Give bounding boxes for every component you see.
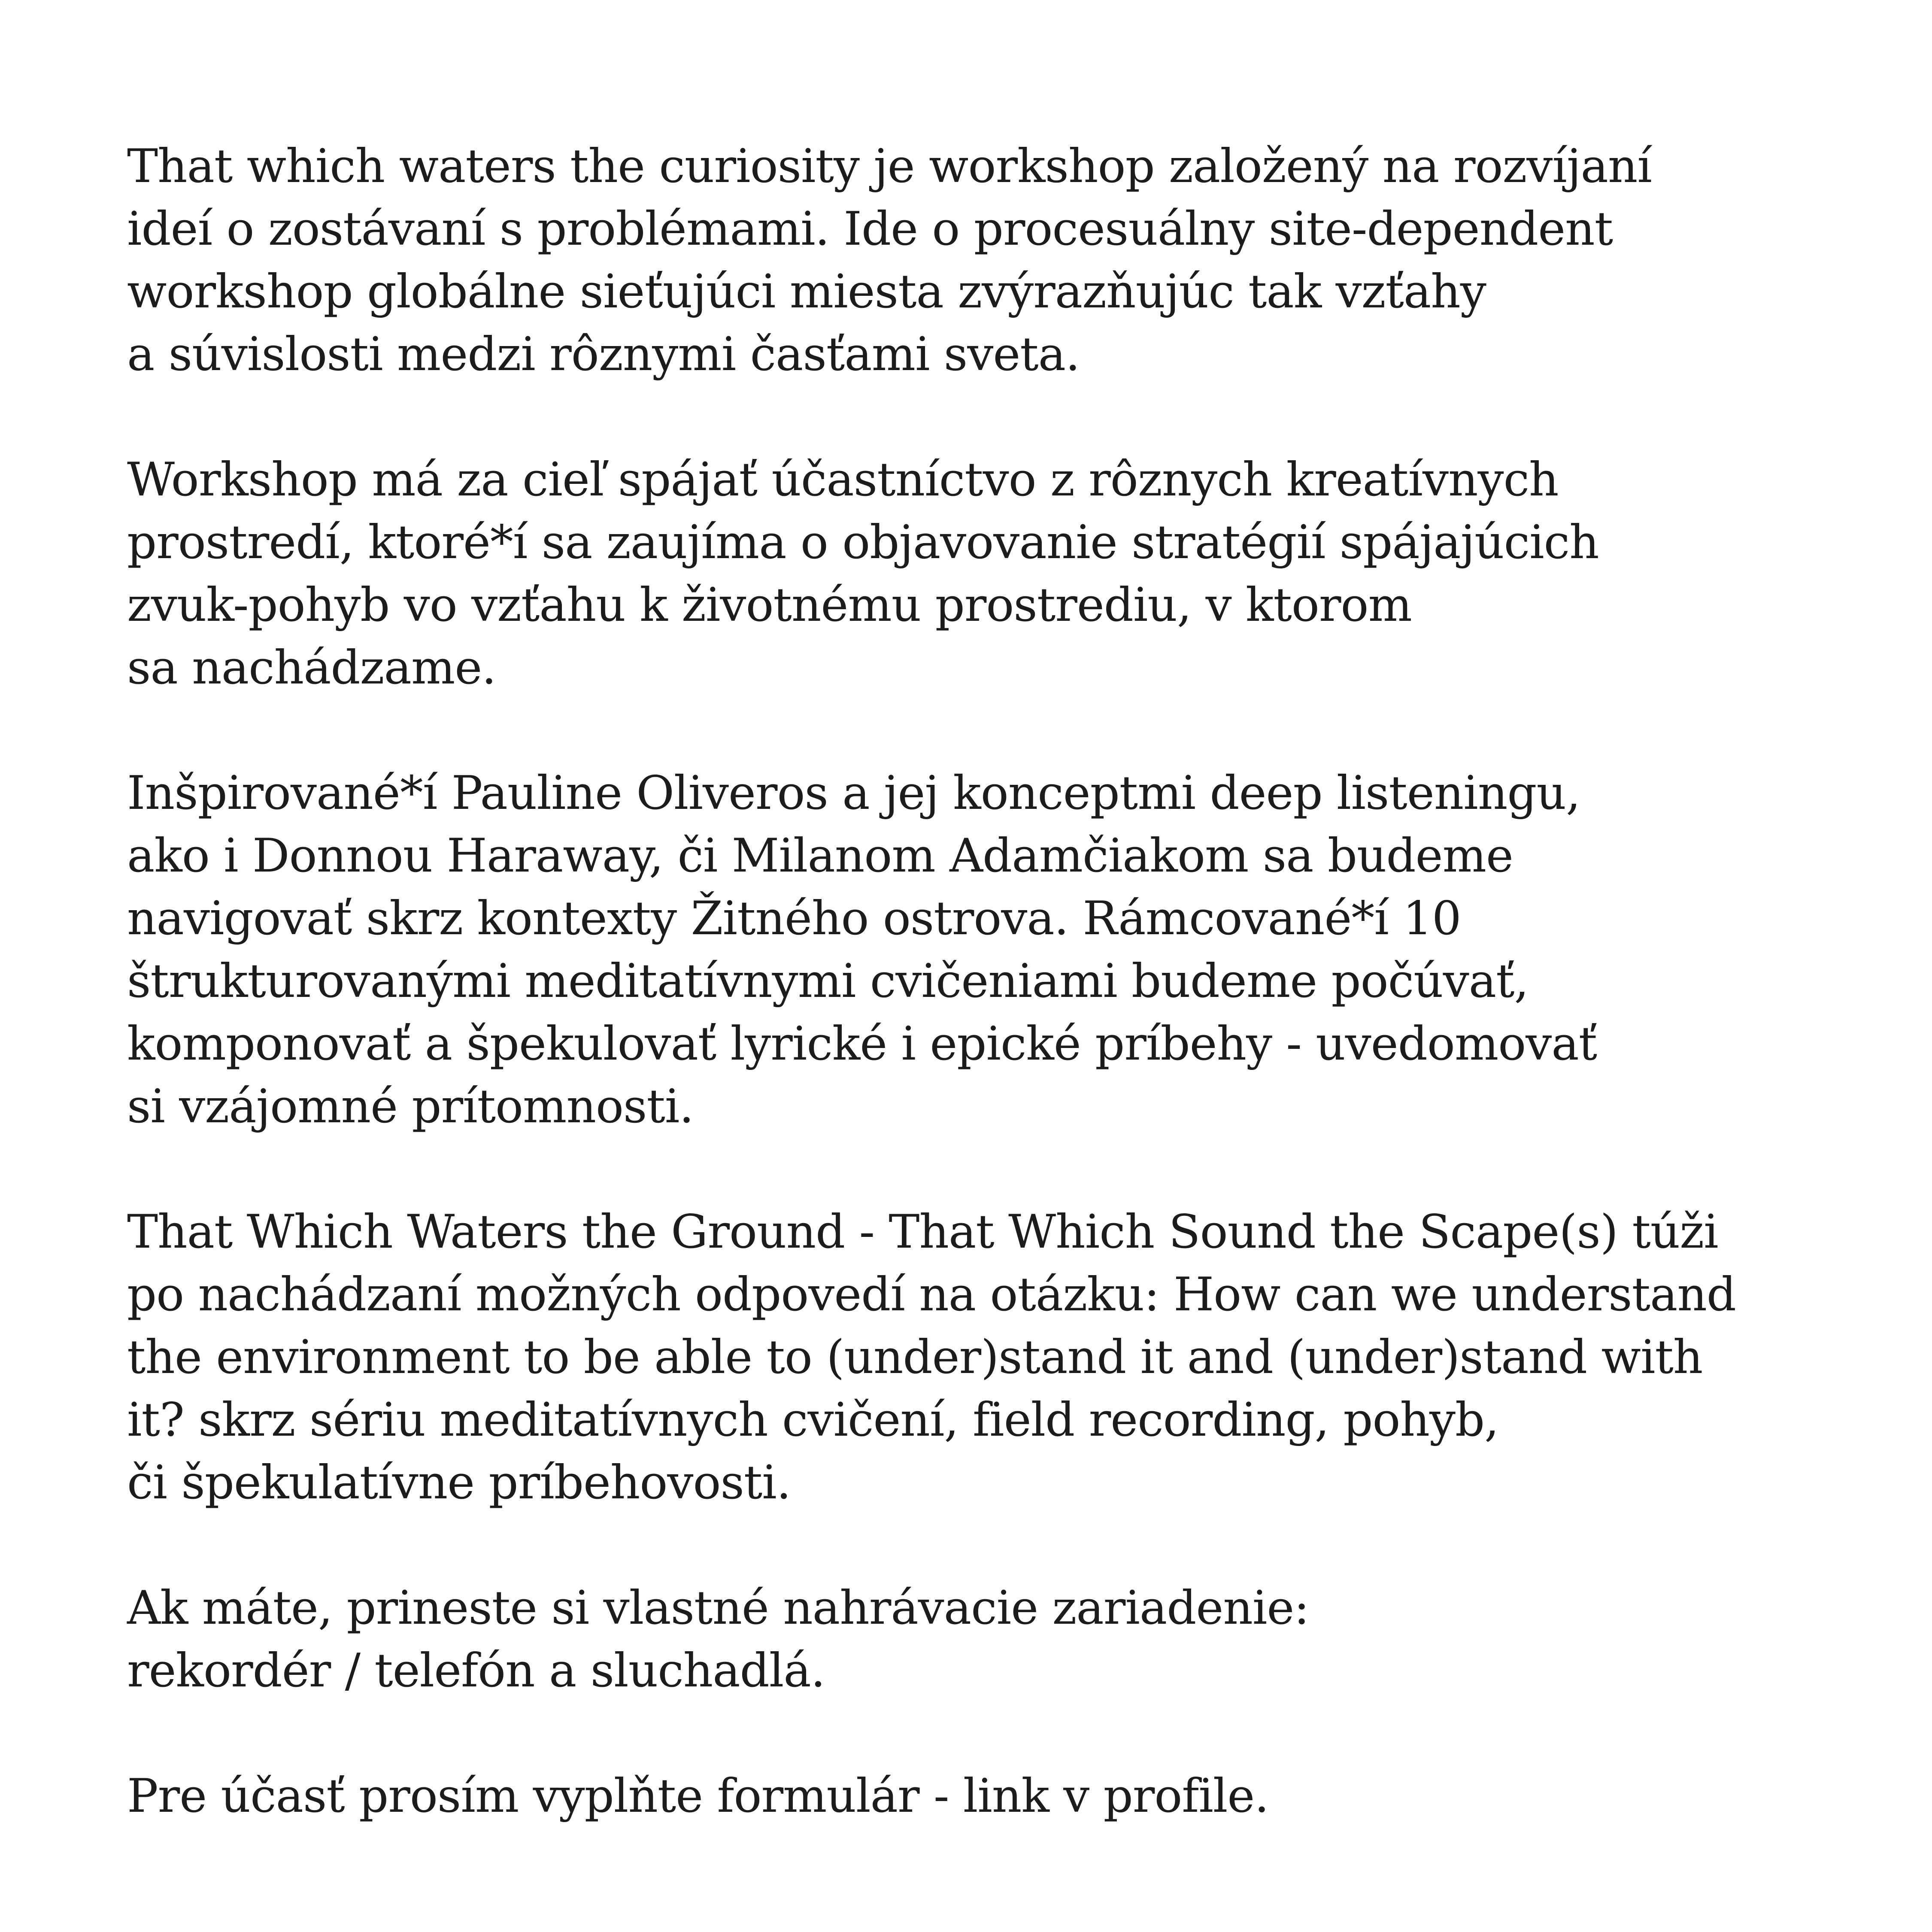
text-line: a súvislosti medzi rôznymi časťami sveta. bbox=[127, 328, 1080, 381]
text-line: the environment to be able to (under)stand it and (under)stand with bbox=[127, 1331, 1703, 1384]
text-line: it? skrz sériu meditatívnych cvičení, field recording, pohyb, bbox=[127, 1393, 1499, 1447]
text-line: Pre účasť prosím vyplňte formulár - link v profile. bbox=[127, 1769, 1269, 1823]
text-line: zvuk-pohyb vo vzťahu k životnému prostrediu, v ktorom bbox=[127, 578, 1412, 632]
text-line: That which waters the curiosity je workshop založený na rozvíjaní bbox=[127, 140, 1652, 193]
text-line: navigovať skrz kontexty Žitného ostrova. Rámcované*í 10 bbox=[127, 892, 1461, 945]
paragraph-goal bbox=[127, 449, 1887, 699]
text-line: si vzájomné prítomnosti. bbox=[127, 1080, 694, 1133]
text-line: štrukturovanými meditatívnymi cvičeniami budeme počúvať, bbox=[127, 954, 1529, 1008]
text-line: rekordér / telefón a sluchadlá. bbox=[127, 1644, 825, 1698]
text-line: ako i Donnou Haraway, či Milanom Adamčiakom sa budeme bbox=[127, 829, 1513, 883]
text-line: Workshop má za cieľ spájať účastníctvo z rôznych kreatívnych bbox=[127, 453, 1559, 507]
text-line: That Which Waters the Ground - That Which Sound the Scape(s) túži bbox=[127, 1205, 1718, 1259]
text-line: či špekulatívne príbehovosti. bbox=[127, 1456, 791, 1510]
text-line: Ak máte, prineste si vlastné nahrávacie zariadenie: bbox=[127, 1581, 1309, 1635]
paragraph-question bbox=[127, 1201, 1887, 1514]
text-line: workshop globálne sieťujúci miesta zvýrazňujúc tak vzťahy bbox=[127, 265, 1486, 319]
text-line: ideí o zostávaní s problémami. Ide o procesuálny site-dependent bbox=[127, 202, 1613, 256]
text-line: Inšpirované*í Pauline Oliveros a jej konceptmi deep listeningu, bbox=[127, 766, 1580, 820]
paragraph-equipment bbox=[127, 1577, 1887, 1702]
text-line: prostredí, ktoré*í sa zaujíma o objavovanie stratégií spájajúcich bbox=[127, 516, 1599, 569]
paragraph-inspiration bbox=[127, 762, 1887, 1138]
paragraph-intro bbox=[127, 135, 1887, 386]
paragraph-signup bbox=[127, 1765, 1887, 1828]
text-block bbox=[127, 135, 1887, 1828]
text-line: po nachádzaní možných odpovedí na otázku: How can we understand bbox=[127, 1268, 1736, 1321]
text-line: sa nachádzame. bbox=[127, 641, 496, 695]
text-line: komponovať a špekulovať lyrické i epické príbehy - uvedomovať bbox=[127, 1017, 1597, 1071]
